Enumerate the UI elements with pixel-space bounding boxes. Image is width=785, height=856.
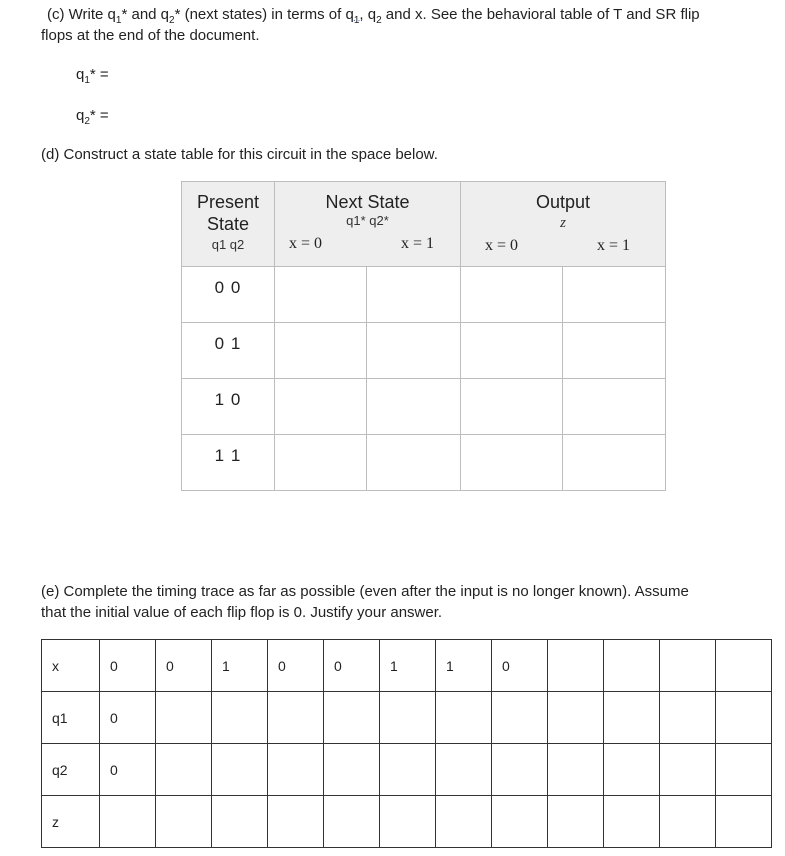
present-value: 0 1 [214, 334, 242, 353]
timing-cell[interactable] [716, 744, 772, 796]
state-row [182, 267, 666, 323]
cell-value [380, 796, 435, 814]
cell-value [716, 796, 771, 814]
timing-cell [268, 640, 324, 692]
timing-cell[interactable] [436, 796, 492, 848]
cell-value: 1 [390, 658, 398, 674]
part-e-line1: (e) Complete the timing trace as far as possible (even after the input is no longer known). Assume [41, 583, 689, 600]
output-cell[interactable] [461, 323, 563, 379]
part-e-line2: that the initial value of each flip flop is 0. Justify your answer. [41, 604, 443, 621]
cell-value: 0 [166, 658, 174, 674]
output-cell[interactable] [461, 379, 563, 435]
timing-cell[interactable] [268, 744, 324, 796]
timing-cell[interactable] [548, 640, 604, 692]
next-state-cell[interactable] [367, 323, 461, 379]
part-c-text: * (next states) in terms of q [174, 6, 354, 23]
next-state-cell[interactable] [275, 267, 367, 323]
comma: , [359, 6, 364, 23]
cell-value [156, 692, 211, 710]
timing-cell[interactable] [380, 796, 436, 848]
timing-cell[interactable] [436, 692, 492, 744]
state-label: State [206, 214, 250, 234]
present-state-cell [182, 267, 275, 323]
timing-cell[interactable] [492, 796, 548, 848]
timing-cell[interactable] [660, 640, 716, 692]
q1-next-equation [76, 66, 109, 86]
next-x1-label: x = 1 [401, 235, 435, 252]
timing-cell [436, 640, 492, 692]
cell-value [660, 692, 715, 710]
cell-value [604, 744, 659, 762]
cell-value [268, 692, 323, 710]
cell-value [660, 744, 715, 762]
timing-row-q2 [42, 744, 772, 796]
timing-cell [492, 640, 548, 692]
subscript: 2 [84, 116, 90, 127]
cell-value: 0 [110, 710, 118, 726]
state-table-header-row [182, 182, 666, 267]
cell-value: 0 [502, 658, 510, 674]
present-state-header [182, 182, 275, 267]
timing-cell[interactable] [660, 796, 716, 848]
output-cell[interactable] [563, 379, 666, 435]
cell-value: 1 [222, 658, 230, 674]
cell-value [548, 744, 603, 762]
cell-value [492, 796, 547, 814]
label-text: q1 [52, 710, 68, 726]
timing-cell[interactable] [212, 692, 268, 744]
output-cell[interactable] [563, 267, 666, 323]
timing-cell[interactable] [492, 692, 548, 744]
timing-cell[interactable] [604, 744, 660, 796]
timing-row-q1 [42, 692, 772, 744]
part-c-text: * and q [121, 6, 170, 23]
output-cell[interactable] [563, 435, 666, 491]
cell-value [156, 744, 211, 762]
timing-cell[interactable] [436, 744, 492, 796]
cell-value [324, 796, 379, 814]
eq-rest: * = [89, 66, 109, 83]
timing-cell[interactable] [324, 744, 380, 796]
label-text: z [52, 814, 59, 830]
timing-cell [212, 640, 268, 692]
cell-value [548, 692, 603, 710]
subscript: 2 [169, 15, 175, 26]
timing-cell[interactable] [492, 744, 548, 796]
timing-row-label [42, 692, 100, 744]
next-state-cell[interactable] [367, 435, 461, 491]
output-cell[interactable] [563, 323, 666, 379]
cell-value [436, 692, 491, 710]
cell-value [604, 692, 659, 710]
next-state-cell[interactable] [275, 379, 367, 435]
timing-cell[interactable] [716, 640, 772, 692]
q1-underlined [353, 6, 364, 26]
timing-cell[interactable] [324, 796, 380, 848]
timing-cell[interactable] [100, 796, 156, 848]
cell-value [492, 692, 547, 710]
timing-cell [100, 692, 156, 744]
present-value: 1 0 [214, 390, 242, 409]
timing-cell[interactable] [716, 692, 772, 744]
cell-value [212, 744, 267, 762]
eq-q: q [76, 66, 85, 83]
timing-row-z [42, 796, 772, 848]
label-text: q2 [52, 762, 68, 778]
part-c-line2: flops at the end of the document. [41, 27, 260, 44]
part-d-text: (d) Construct a state table for this circuit in the space below. [41, 146, 438, 163]
timing-cell[interactable] [380, 692, 436, 744]
timing-cell[interactable] [212, 796, 268, 848]
cell-value [492, 744, 547, 762]
output-header [461, 182, 666, 267]
part-c-text: q [363, 6, 377, 23]
cell-value: 1 [446, 658, 454, 674]
timing-cell[interactable] [156, 744, 212, 796]
cell-value [156, 796, 211, 814]
cell-value: 0 [334, 658, 342, 674]
cell-value [212, 796, 267, 814]
cell-value [548, 640, 603, 658]
present-state-cell [182, 435, 275, 491]
output-var: z [560, 215, 566, 231]
timing-cell [100, 744, 156, 796]
output-cell[interactable] [461, 435, 563, 491]
output-cell[interactable] [461, 267, 563, 323]
next-state-label: Next State [325, 192, 410, 212]
next-state-cell[interactable] [367, 267, 461, 323]
eq-q: q [76, 107, 85, 124]
timing-cell[interactable] [660, 744, 716, 796]
timing-row-label [42, 640, 100, 692]
cell-value: 0 [278, 658, 286, 674]
state-row [182, 379, 666, 435]
part-c-text: and x. See the behavioral table of T and SR flip [381, 6, 700, 23]
next-state-cell[interactable] [275, 323, 367, 379]
timing-cell[interactable] [324, 692, 380, 744]
q2-next-equation [76, 107, 109, 127]
present-label: Present [196, 192, 260, 212]
cell-value [212, 692, 267, 710]
subscript: 1 [84, 75, 90, 86]
timing-cell [324, 640, 380, 692]
part-c-text: (c) Write q [47, 6, 116, 23]
cell-value [268, 744, 323, 762]
next-vars: q1* q2* [346, 213, 389, 228]
timing-cell[interactable] [604, 796, 660, 848]
cell-value: 0 [110, 762, 118, 778]
timing-cell[interactable] [156, 692, 212, 744]
subscript: 1 [115, 15, 122, 26]
timing-cell[interactable] [604, 640, 660, 692]
output-x0-label: x = 0 [485, 237, 519, 254]
next-state-cell[interactable] [367, 379, 461, 435]
timing-cell[interactable] [156, 796, 212, 848]
timing-row-label [42, 744, 100, 796]
state-row [182, 435, 666, 491]
timing-cell[interactable] [548, 796, 604, 848]
timing-table [41, 639, 772, 848]
cell-value [380, 692, 435, 710]
timing-cell[interactable] [380, 744, 436, 796]
label-text: x [52, 658, 59, 674]
subscript: 1 [353, 15, 360, 26]
timing-cell [100, 640, 156, 692]
timing-row-x [42, 640, 772, 692]
cell-value [268, 796, 323, 814]
state-row [182, 323, 666, 379]
output-label: Output [535, 192, 591, 212]
next-x0-label: x = 0 [289, 235, 323, 252]
timing-cell [156, 640, 212, 692]
cell-value [380, 744, 435, 762]
cell-value [324, 692, 379, 710]
timing-cell[interactable] [716, 796, 772, 848]
cell-value [436, 796, 491, 814]
cell-value [604, 796, 659, 814]
cell-value [716, 640, 771, 658]
cell-value [716, 692, 771, 710]
present-value: 0 0 [214, 278, 242, 297]
timing-cell[interactable] [548, 692, 604, 744]
output-x1-label: x = 1 [597, 237, 631, 254]
subscript: 2 [376, 15, 382, 26]
timing-cell[interactable] [660, 692, 716, 744]
timing-cell [380, 640, 436, 692]
timing-row-label [42, 796, 100, 848]
timing-cell[interactable] [268, 692, 324, 744]
timing-cell[interactable] [268, 796, 324, 848]
next-state-header [275, 182, 461, 267]
cell-value [660, 796, 715, 814]
state-table [181, 181, 666, 491]
eq-rest: * = [89, 107, 109, 124]
cell-value [100, 796, 155, 814]
cell-value: 0 [110, 658, 118, 674]
present-state-cell [182, 323, 275, 379]
cell-value [436, 744, 491, 762]
timing-cell[interactable] [212, 744, 268, 796]
next-state-cell[interactable] [275, 435, 367, 491]
timing-cell[interactable] [604, 692, 660, 744]
present-state-cell [182, 379, 275, 435]
present-vars: q1 q2 [211, 237, 245, 252]
cell-value [548, 796, 603, 814]
cell-value [716, 744, 771, 762]
cell-value [660, 640, 715, 658]
cell-value [324, 744, 379, 762]
timing-cell[interactable] [548, 744, 604, 796]
cell-value [604, 640, 659, 658]
present-value: 1 1 [214, 446, 242, 465]
